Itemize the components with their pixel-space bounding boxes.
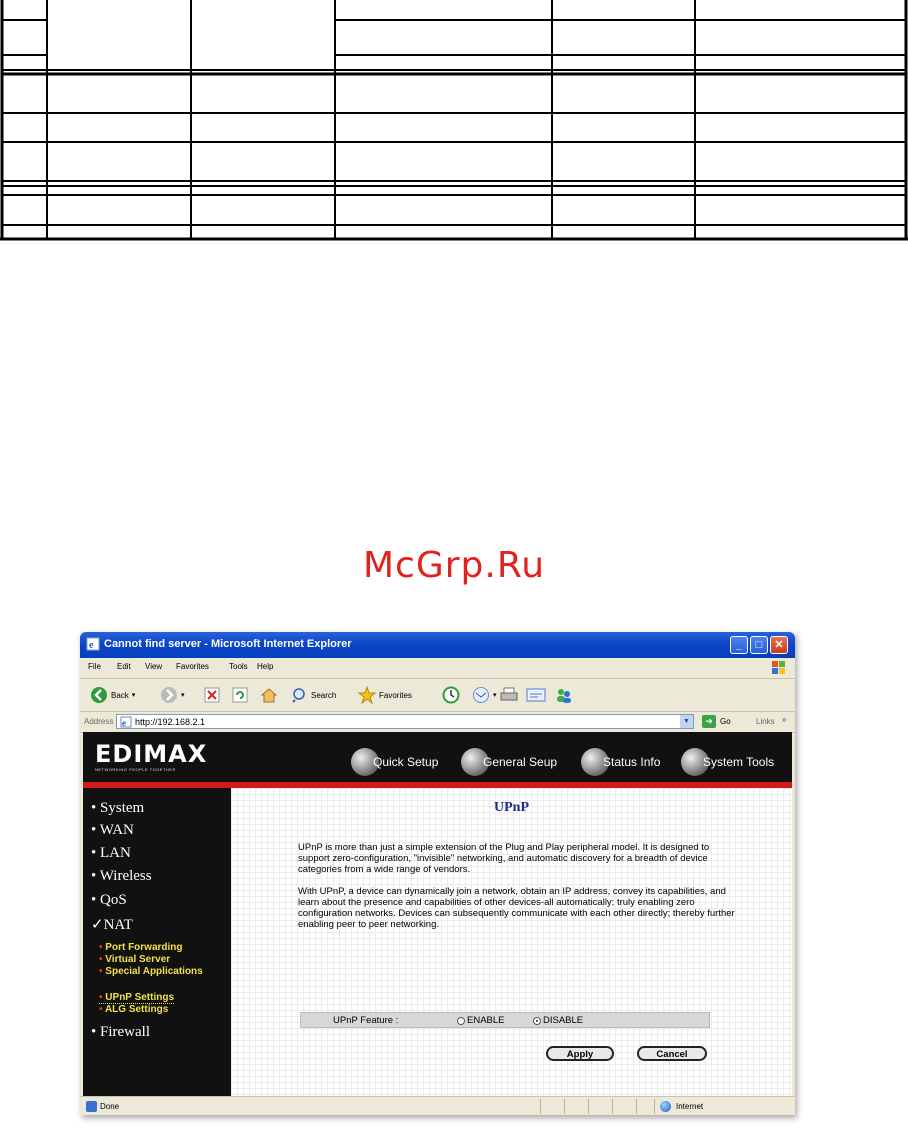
sidebar-sub-port-forwarding[interactable]: • Port Forwarding (99, 942, 183, 953)
refresh-button[interactable] (232, 685, 248, 705)
address-bar (80, 712, 795, 733)
internet-globe-icon (660, 1101, 671, 1112)
favorites-button[interactable]: Favorites (358, 685, 412, 705)
status-text: Done (100, 1102, 120, 1111)
mail-icon (472, 686, 490, 704)
page-status-icon (86, 1101, 97, 1112)
menu-tools[interactable]: Tools (229, 662, 248, 671)
main-content (231, 788, 792, 1096)
sidebar (83, 788, 231, 1096)
home-button[interactable] (260, 685, 278, 705)
edit-button[interactable] (526, 685, 546, 705)
svg-text:e: e (122, 718, 126, 728)
nav-quick-setup[interactable]: Quick Setup (351, 747, 438, 777)
address-dropdown-icon[interactable]: ▼ (680, 715, 693, 728)
menu-edit[interactable]: Edit (117, 662, 131, 671)
sidebar-item-nat[interactable]: ✓NAT (91, 917, 133, 933)
nav-general-setup[interactable]: General Seup (461, 747, 557, 777)
sidebar-item-firewall[interactable]: • Firewall (91, 1024, 151, 1040)
disable-radio[interactable]: DISABLE (533, 1015, 583, 1026)
history-icon (442, 686, 460, 704)
sidebar-sub-special-applications[interactable]: • Special Applications (99, 966, 203, 977)
cancel-button[interactable]: Cancel (637, 1046, 707, 1061)
refresh-icon (232, 687, 248, 703)
description-paragraph-2: With UPnP, a device can dynamically join a network, obtain an IP address, convey its capabilities, and learn about the presence and capabilities of other devices-all automatically; truly enabling zero configuration networks. Devices can subsequently communicate with each other directly; thereby further enabling peer to peer networking. (298, 886, 735, 930)
stop-icon (204, 687, 220, 703)
page-icon (120, 716, 132, 728)
title-bar[interactable] (80, 632, 795, 658)
back-button[interactable]: Back ▾ (90, 685, 135, 705)
back-arrow-icon (90, 686, 108, 704)
sidebar-item-lan[interactable]: • LAN (91, 845, 131, 861)
upnp-feature-label: UPnP Feature : (333, 1015, 399, 1026)
links-button[interactable]: Links (756, 717, 775, 726)
nav-system-tools[interactable]: System Tools (681, 747, 774, 777)
radio-off-icon (457, 1017, 465, 1025)
windows-logo-icon (769, 660, 789, 676)
maximize-button[interactable]: □ (750, 636, 768, 654)
edit-page-icon (526, 687, 546, 703)
enable-radio[interactable]: ENABLE (457, 1015, 505, 1026)
sidebar-sub-alg-settings[interactable]: • ALG Settings (99, 1004, 169, 1015)
address-input[interactable] (116, 714, 694, 729)
page-title: UPnP (494, 800, 529, 815)
sidebar-item-wireless[interactable]: • Wireless (91, 868, 152, 884)
edimax-logo: EDIMAX (95, 740, 208, 768)
web-page (83, 732, 792, 1096)
window-title: Cannot find server - Microsoft Internet Explorer (104, 638, 352, 650)
sidebar-item-qos[interactable]: • QoS (91, 892, 127, 908)
minimize-button[interactable]: _ (730, 636, 748, 654)
print-icon (500, 687, 518, 703)
favorites-star-icon (358, 686, 376, 704)
upnp-feature-row (300, 1012, 710, 1028)
security-zone-text: Internet (676, 1102, 704, 1111)
close-button[interactable]: ✕ (770, 636, 788, 654)
sidebar-item-wan[interactable]: • WAN (91, 822, 134, 838)
status-bar (80, 1096, 795, 1115)
print-button[interactable] (500, 685, 518, 705)
search-icon (292, 687, 308, 703)
search-button[interactable]: Search (292, 685, 336, 705)
sidebar-item-system[interactable]: • System (91, 800, 145, 816)
menu-help[interactable]: Help (257, 662, 274, 671)
address-value: http://192.168.2.1 (135, 717, 206, 727)
history-button[interactable] (442, 685, 460, 705)
home-icon (260, 687, 278, 703)
messenger-button[interactable] (554, 685, 574, 705)
svg-text:e: e (89, 640, 94, 651)
grid-lines (0, 0, 908, 242)
menu-file[interactable]: File (88, 662, 101, 671)
messenger-icon (554, 686, 574, 704)
forward-arrow-icon (160, 686, 178, 704)
address-label: Address (84, 717, 114, 726)
apply-button[interactable]: Apply (546, 1046, 614, 1061)
menu-favorites[interactable]: Favorites (176, 662, 209, 671)
chevron-right-icon[interactable]: » (782, 715, 787, 724)
empty-grid-table (0, 0, 908, 240)
ie-icon (86, 637, 100, 651)
check-icon: ✓ (91, 917, 104, 933)
nav-status-info[interactable]: Status Info (581, 747, 660, 777)
toolbar (80, 679, 795, 712)
go-arrow-icon[interactable]: ➜ (702, 715, 716, 728)
logo-tagline: NETWORKING PEOPLE TOGETHER (95, 767, 176, 772)
stop-button[interactable] (204, 685, 220, 705)
menu-bar (80, 658, 795, 679)
sidebar-sub-upnp-settings[interactable]: • UPnP Settings (99, 992, 175, 1003)
radio-on-icon (533, 1017, 541, 1025)
menu-view[interactable]: View (145, 662, 163, 671)
watermark: McGrp.Ru (362, 545, 546, 586)
forward-button[interactable]: ▾ (160, 685, 185, 705)
description-paragraph-1: UPnP is more than just a simple extension of the Plug and Play peripheral model. It is designed to support zero-configuration, "invisible" networking, and automatic discovery for a breadth of device categories from a wide range of vendors. (298, 842, 710, 875)
mail-button[interactable]: ▾ (472, 685, 497, 705)
page-header (83, 732, 792, 782)
sidebar-sub-virtual-server[interactable]: • Virtual Server (99, 954, 171, 965)
go-button[interactable]: Go (720, 717, 731, 726)
browser-window (80, 632, 795, 1115)
